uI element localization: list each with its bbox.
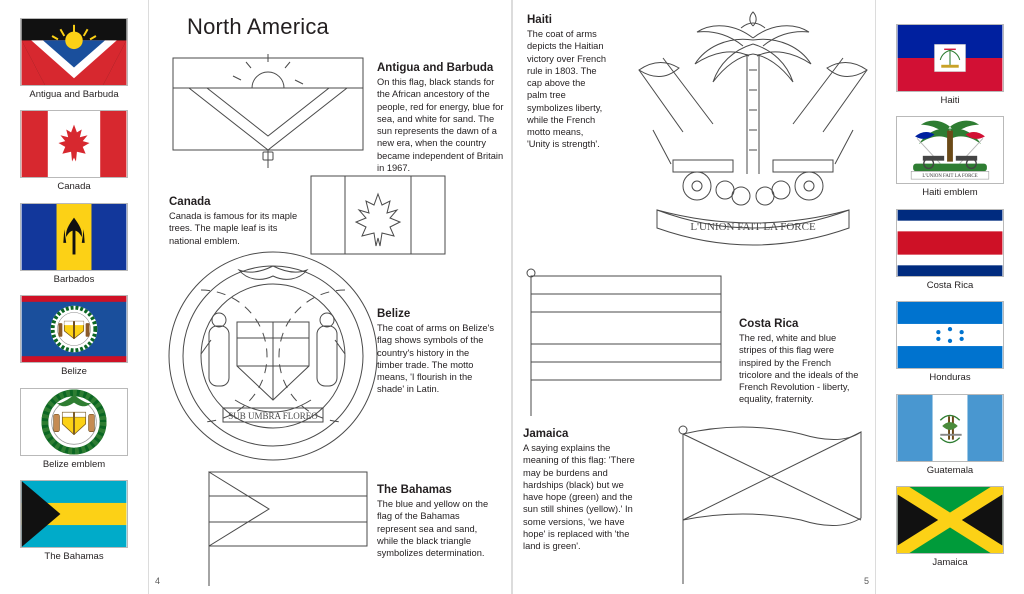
canada-flag — [20, 110, 128, 178]
text-block-belize — [377, 308, 495, 396]
reference-caption: Haiti emblem — [922, 187, 978, 199]
reference-item-the-bahamas — [14, 480, 134, 562]
jamaica-outline — [657, 412, 887, 592]
block-text: Canada is famous for its maple trees. The maple leaf is its national emblem. — [169, 211, 298, 246]
reference-item-barbados — [14, 203, 134, 285]
reference-caption: Barbados — [53, 273, 95, 285]
block-title: Costa Rica — [739, 318, 799, 330]
reference-item-canada — [14, 110, 134, 192]
reference-caption: Jamaica — [932, 557, 968, 569]
block-title: Belize — [377, 308, 411, 320]
honduras-flag-art — [897, 302, 1003, 368]
page-number-right: 5 — [863, 576, 869, 586]
reference-item-honduras — [890, 301, 1010, 383]
reference-item-costa-rica — [890, 209, 1010, 291]
block-text: On this flag, black stands for the African ancestory of the people, red for energy, blue for sea, and white for sand. The sun represents the dawn of a new era, when the country became independent of Britain in 1967. — [377, 77, 504, 173]
haiti-motto-text: L'UNION FAIT LA FORCE — [690, 221, 816, 233]
reference-item-belize-emblem — [14, 388, 134, 470]
block-text: The coat of arms on Belize's flag shows symbols of the country's history in the timber trade. The motto means, 'I flourish in the shade' in Latin. — [377, 323, 495, 395]
page-number-left: 4 — [155, 576, 161, 586]
barbados-flag — [20, 203, 128, 271]
reference-caption: Costa Rica — [926, 279, 974, 291]
guatemala-flag-art — [897, 395, 1003, 461]
block-title: Canada — [169, 196, 211, 208]
haiti-flag-art — [897, 25, 1003, 91]
belize-emblem — [20, 388, 128, 456]
barbados-flag-art — [21, 204, 127, 270]
right-reference-column — [876, 0, 1024, 594]
belize-emblem-art — [21, 389, 127, 455]
block-title: Antigua and Barbuda — [377, 62, 494, 74]
reference-caption: Antigua and Barbuda — [29, 89, 119, 100]
reference-caption: Haiti — [940, 95, 960, 106]
reference-caption: Honduras — [929, 372, 971, 384]
the-bahamas-outline — [207, 468, 387, 588]
honduras-flag — [896, 301, 1004, 369]
reference-item-haiti — [890, 24, 1010, 106]
left-reference-column — [0, 0, 148, 594]
svg-text:L'UNION FAIT LA FORCE: L'UNION FAIT LA FORCE — [922, 174, 978, 180]
block-title: The Bahamas — [377, 484, 452, 496]
belize-flag — [20, 295, 128, 363]
haiti-emblem-art — [897, 117, 1003, 183]
text-block-canada — [169, 196, 301, 247]
text-block-antigua — [377, 62, 505, 174]
reference-item-belize — [14, 295, 134, 377]
page-title: North America — [187, 14, 329, 39]
reference-caption: The Bahamas — [44, 551, 104, 563]
antigua-and-barbuda-flag — [20, 18, 128, 86]
belize-emblem-outline — [165, 248, 381, 464]
antigua-and-barbuda-flag-art — [21, 19, 127, 85]
reference-caption: Guatemala — [926, 464, 974, 476]
haiti-emblem-outline — [613, 10, 893, 260]
right-colouring-page — [512, 0, 876, 594]
text-block-haiti — [527, 14, 607, 151]
block-text: A saying explains the meaning of this flag: 'There may be burdens and hardships (black) but we have hope (green) and the sun still shines (yellow).' In some versions, 'we have hope' is replaced with 'the land is green'. — [523, 443, 635, 552]
jamaica-flag-art — [897, 487, 1003, 553]
reference-caption: Belize emblem — [42, 458, 106, 470]
reference-item-jamaica — [890, 486, 1010, 568]
costa-rica-flag-art — [897, 210, 1003, 276]
canada-flag-art — [21, 111, 127, 177]
guatemala-flag — [896, 394, 1004, 462]
reference-item-guatemala — [890, 394, 1010, 476]
belize-motto-text: SUB UMBRA FLOREO — [228, 411, 318, 421]
belize-flag-art — [21, 296, 127, 362]
reference-caption: Belize — [61, 366, 87, 378]
haiti-emblem — [896, 116, 1004, 184]
block-text: The coat of arms depicts the Haitian victory over French rule in 1803. The cap above the palm tree symbolizes liberty, while the French motto means, 'Unity is strength'. — [527, 29, 607, 150]
the-bahamas-flag — [20, 480, 128, 548]
jamaica-flag — [896, 486, 1004, 554]
block-text: The red, white and blue stripes of this flag were inspired by the French tricolore and the ideals of the French Revolution - liberty, equality, fraternity. — [739, 333, 859, 405]
left-colouring-page — [148, 0, 512, 594]
reference-caption: Canada — [57, 181, 91, 193]
text-block-jamaica — [523, 428, 643, 552]
the-bahamas-flag-art — [21, 481, 127, 547]
text-block-bahamas — [377, 484, 501, 559]
costa-rica-outline — [521, 264, 737, 424]
text-block-costa-rica — [739, 318, 865, 406]
reference-item-haiti-emblem — [890, 116, 1010, 198]
reference-item-antigua-and-barbuda — [14, 18, 134, 100]
antigua-and-barbuda-outline — [171, 52, 371, 170]
block-title: Haiti — [527, 14, 552, 26]
block-title: Jamaica — [523, 428, 569, 440]
costa-rica-flag — [896, 209, 1004, 277]
block-text: The blue and yellow on the flag of the Bahamas represent sea and sand, while the black triangle symbolizes determination. — [377, 499, 489, 559]
haiti-flag — [896, 24, 1004, 92]
